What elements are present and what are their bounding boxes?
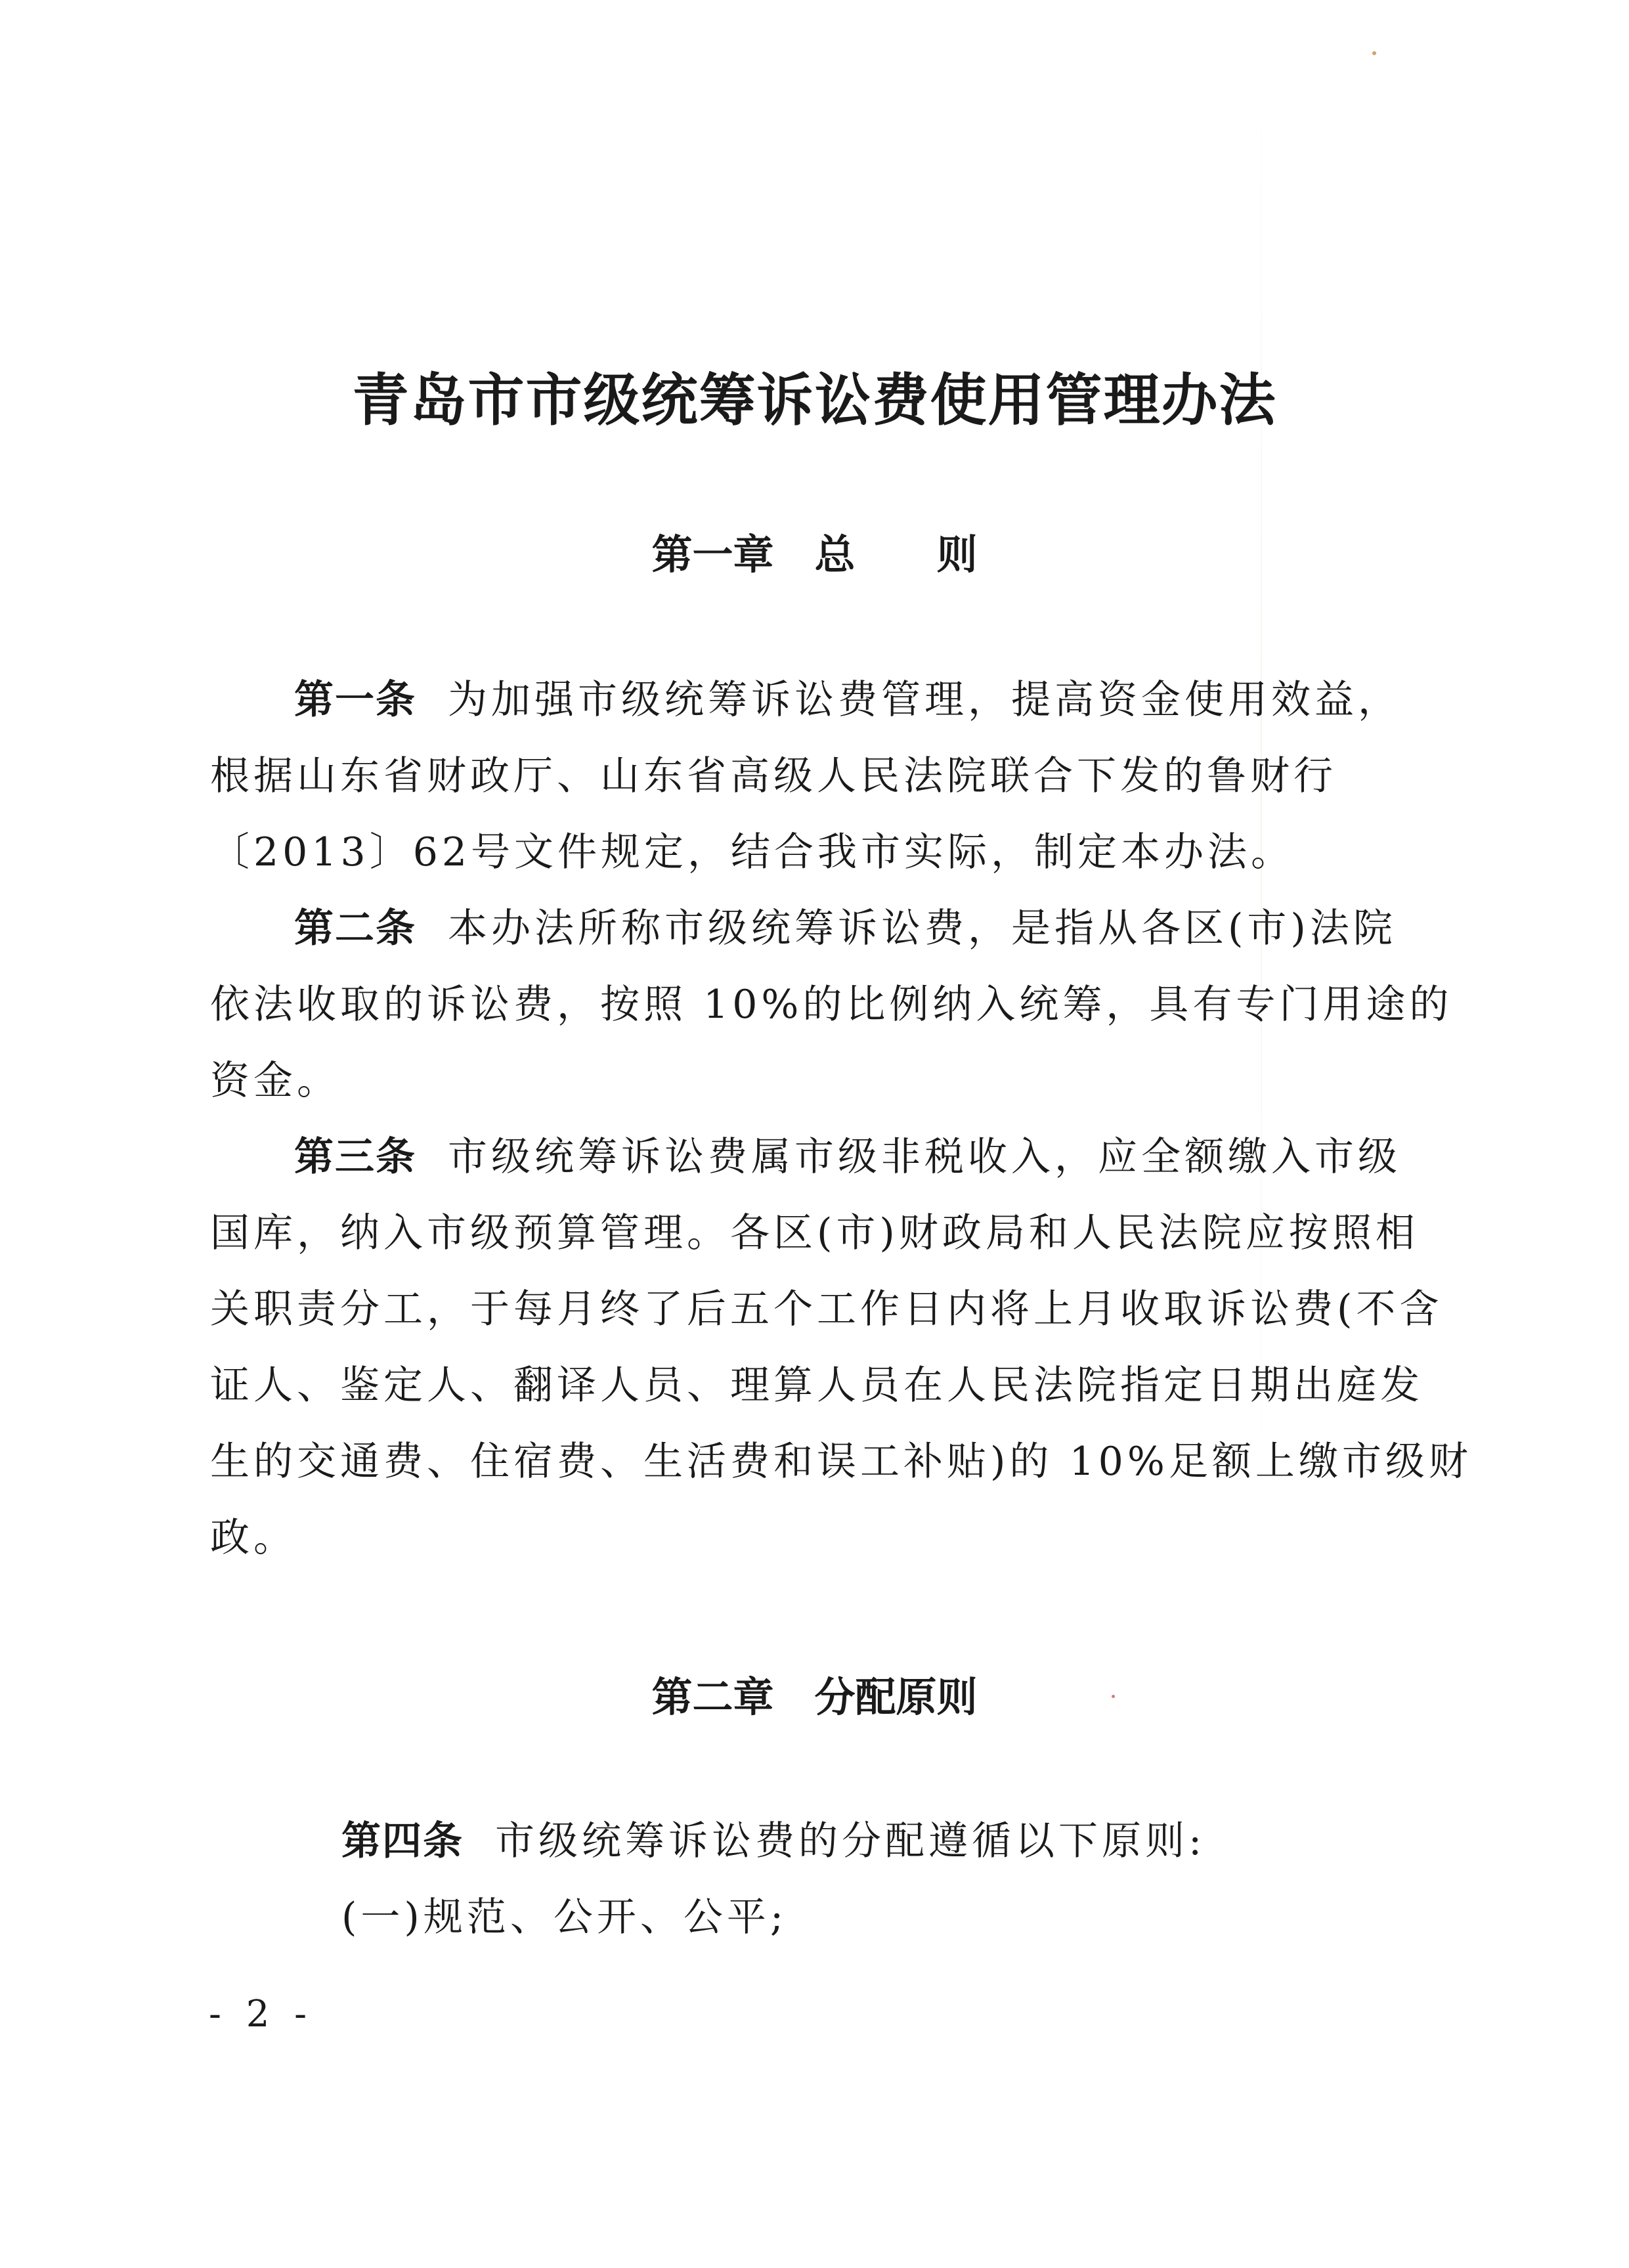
article-label: 第四条 xyxy=(341,1818,464,1864)
article-text-line: 国库，纳入市级预算管理。各区(市)财政局和人民法院应按照相 xyxy=(210,1210,1419,1256)
article-text-line: 资金。 xyxy=(210,1058,340,1104)
article-text-line: 本办法所称市级统筹诉讼费，是指从各区(市)法院 xyxy=(448,905,1397,951)
article-text-line: 证人、鉴定人、翻译人员、理算人员在人民法院指定日期出庭发 xyxy=(210,1363,1423,1408)
article-text-line: 〔2013〕62号文件规定，结合我市实际，制定本办法。 xyxy=(210,829,1295,875)
document-title: 青岛市市级统筹诉讼费使用管理办法 xyxy=(352,368,1277,433)
article-1 xyxy=(210,662,1405,890)
article-text-line: 生的交通费、住宿费、生活费和误工补贴)的 10%足额上缴市级财 xyxy=(210,1439,1472,1485)
article-text-line: 关职责分工，于每月终了后五个工作日内将上月收取诉讼费(不含 xyxy=(210,1286,1443,1332)
article-text-line: 依法收取的诉讼费，按照 10%的比例纳入统筹，具有专门用途的 xyxy=(210,982,1453,1028)
article-2 xyxy=(210,890,1453,1119)
scan-speck xyxy=(1372,51,1376,55)
article-4 xyxy=(341,1803,1405,1955)
article-text-line: 市级统筹诉讼费属市级非税收入，应全额缴入市级 xyxy=(448,1134,1401,1180)
chapter-heading-2: 第二章 分配原则 xyxy=(651,1673,978,1721)
article-label: 第三条 xyxy=(294,1134,416,1180)
page-number: - 2 - xyxy=(209,1993,314,2036)
article-label: 第二条 xyxy=(294,905,416,951)
article-3 xyxy=(210,1119,1472,1576)
chapter-heading-1: 第一章 总 则 xyxy=(651,531,978,578)
article-text-line: 政。 xyxy=(210,1515,297,1561)
article-text-line: 根据山东省财政厅、山东省高级人民法院联合下发的鲁财行 xyxy=(210,753,1337,799)
article-text-line: (一)规范、公开、公平; xyxy=(341,1894,788,1940)
article-label: 第一条 xyxy=(294,677,416,723)
article-text-line: 为加强市级统筹诉讼费管理，提高资金使用效益， xyxy=(448,677,1401,723)
article-text-line: 市级统筹诉讼费的分配遵循以下原则: xyxy=(495,1818,1206,1864)
